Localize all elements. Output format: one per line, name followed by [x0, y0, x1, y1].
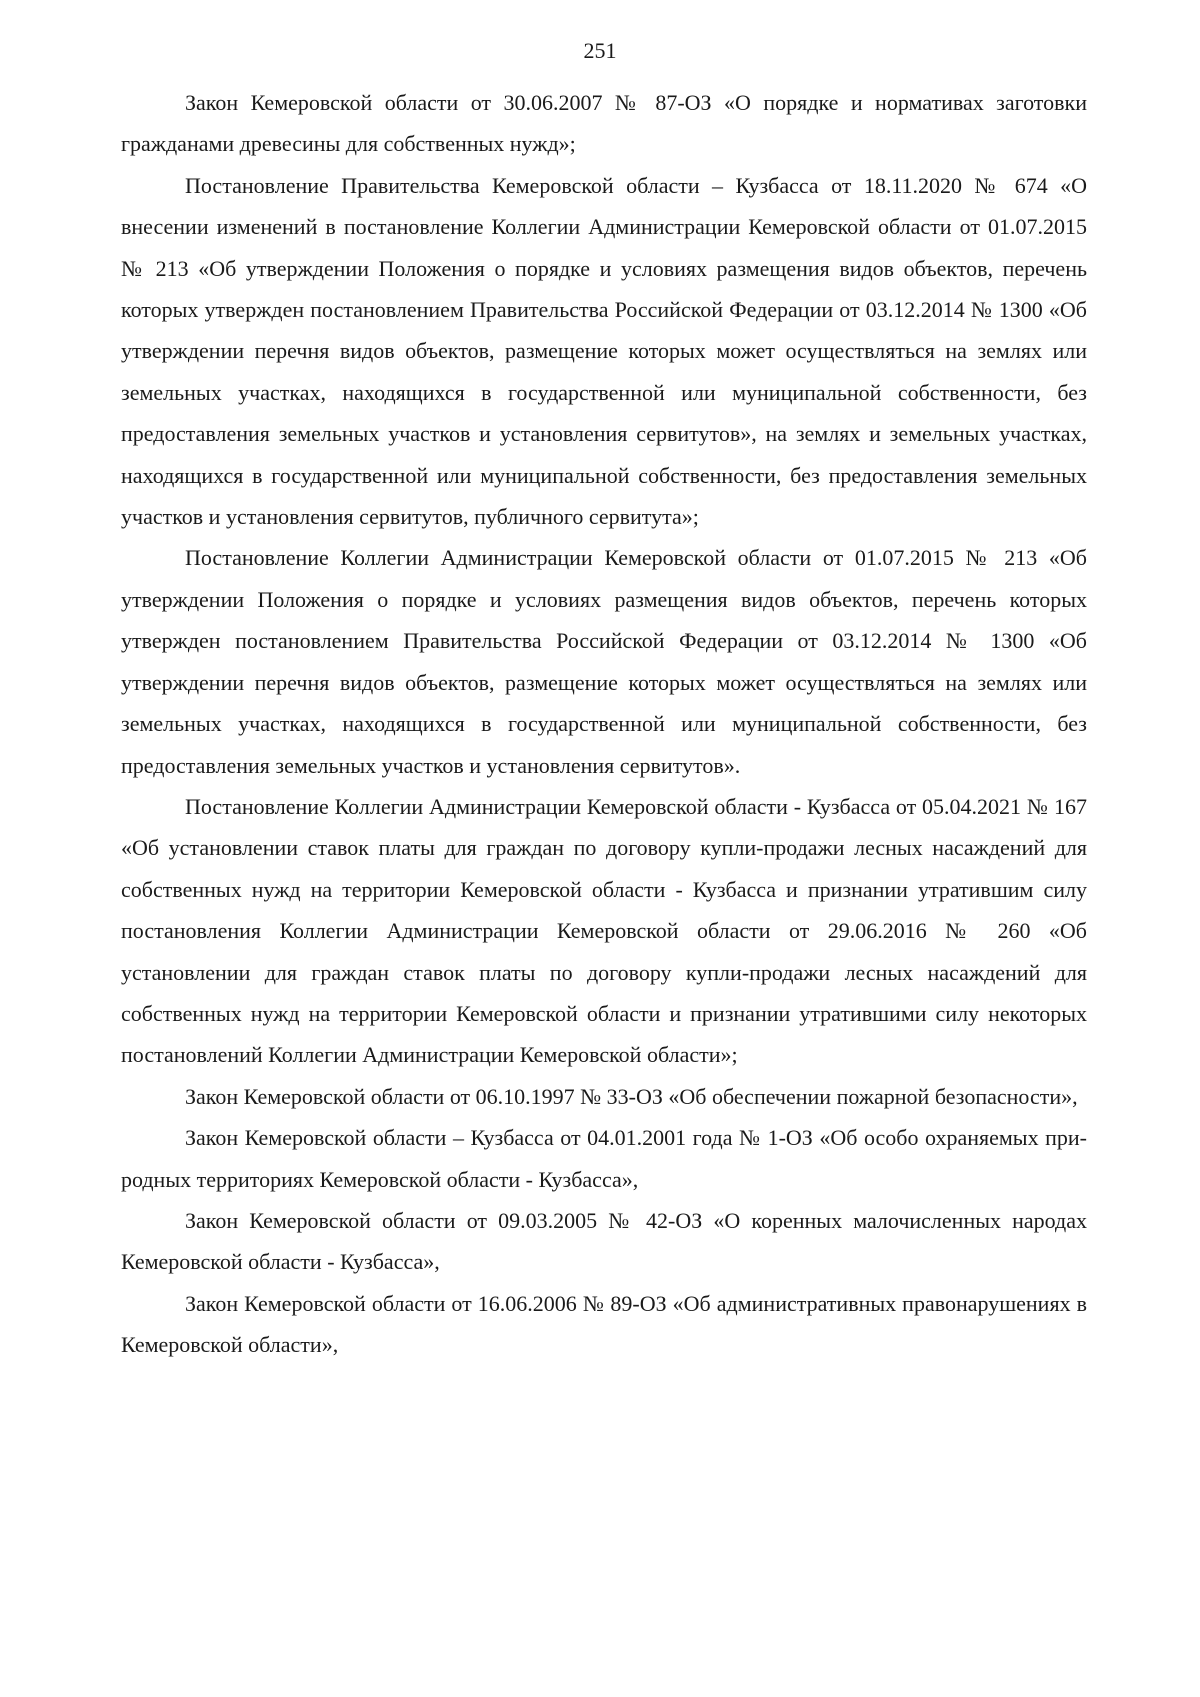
paragraph-resolution-167: Постановление Коллегии Администрации Кемеровской области - Кузбасса от 05.04.2021 № 167 «Об установлении ставок платы для граждан по договору купли-продажи лесных насаждений для собственных нужд на территории Кемеровской области - Кузбасса и признании утратившим силу постановления Коллегии Администрации Кемеровской области от 29.06.2016 № 260 «Об установлении для граждан ставок платы по договору купли-продажи лесных насаждений для собственных нужд на территории Кемеровской области и признании утратившими силу некоторых постановлений Коллегии Администрации Кемеровской области»;: [121, 793, 1087, 1068]
paragraph-resolution-213: Постановление Коллегии Администрации Кемеровской области от 01.07.2015 № 213 «Об утверждении Положения о порядке и условиях размещения видов объектов, перечень которых утвержден постановлением Правительства Российской Федерации от 03.12.2014 № 1300 «Об утверждении перечня видов объектов, размещение которых может осуществляться на землях или земельных участках, находящихся в государственной или муниципальной собственности, без предоставления земельных участков и установления сервитутов».: [121, 545, 1087, 778]
paragraph-law-87-oz: Закон Кемеровской области от 30.06.2007 № 87-ОЗ «О порядке и нормативах заготовки гражданами древесины для собственных нужд»;: [121, 90, 1087, 157]
paragraph-law-42-oz: Закон Кемеровской области от 09.03.2005 № 42-ОЗ «О коренных малочисленных народах Кемеровской области - Кузбасса»,: [121, 1207, 1087, 1275]
paragraph-law-33-oz: Закон Кемеровской области от 06.10.1997 № 33-ОЗ «Об обеспечении пожарной безопасности»,: [185, 1083, 1078, 1109]
paragraph-resolution-674: Постановление Правительства Кемеровской области – Кузбасса от 18.11.2020 № 674 «О внесении изменений в постановление Коллегии Администрации Кемеровской области от 01.07.2015 № 213 «Об утверждении Положения о порядке и условиях размещения видов объектов, перечень которых утвержден постановлением Правительства Российской Федерации от 03.12.2014 № 1300 «Об утверждении перечня видов объектов, размещение которых может осуществляться на землях или земельных участках, находящихся в государственной или муниципальной собственности, без предоставления земельных участков и установления сервитутов», на землях и земельных участках, находящихся в государственной или муниципальной собственности, без предоставления земельных участков и установления сервитутов, публичного сервитута»;: [121, 172, 1087, 530]
paragraph-law-89-oz: Закон Кемеровской области от 16.06.2006 № 89-ОЗ «Об административных правонарушениях в Кемеровской области»,: [121, 1290, 1087, 1358]
page-number: 251: [583, 38, 617, 63]
document-body: [121, 82, 1087, 1366]
paragraph-law-1-oz: Закон Кемеровской области – Кузбасса от 04.01.2001 года № 1-ОЗ «Об особо охраняемых при-родных территориях Кемеровской области - Кузбасса»,: [121, 1125, 1087, 1192]
